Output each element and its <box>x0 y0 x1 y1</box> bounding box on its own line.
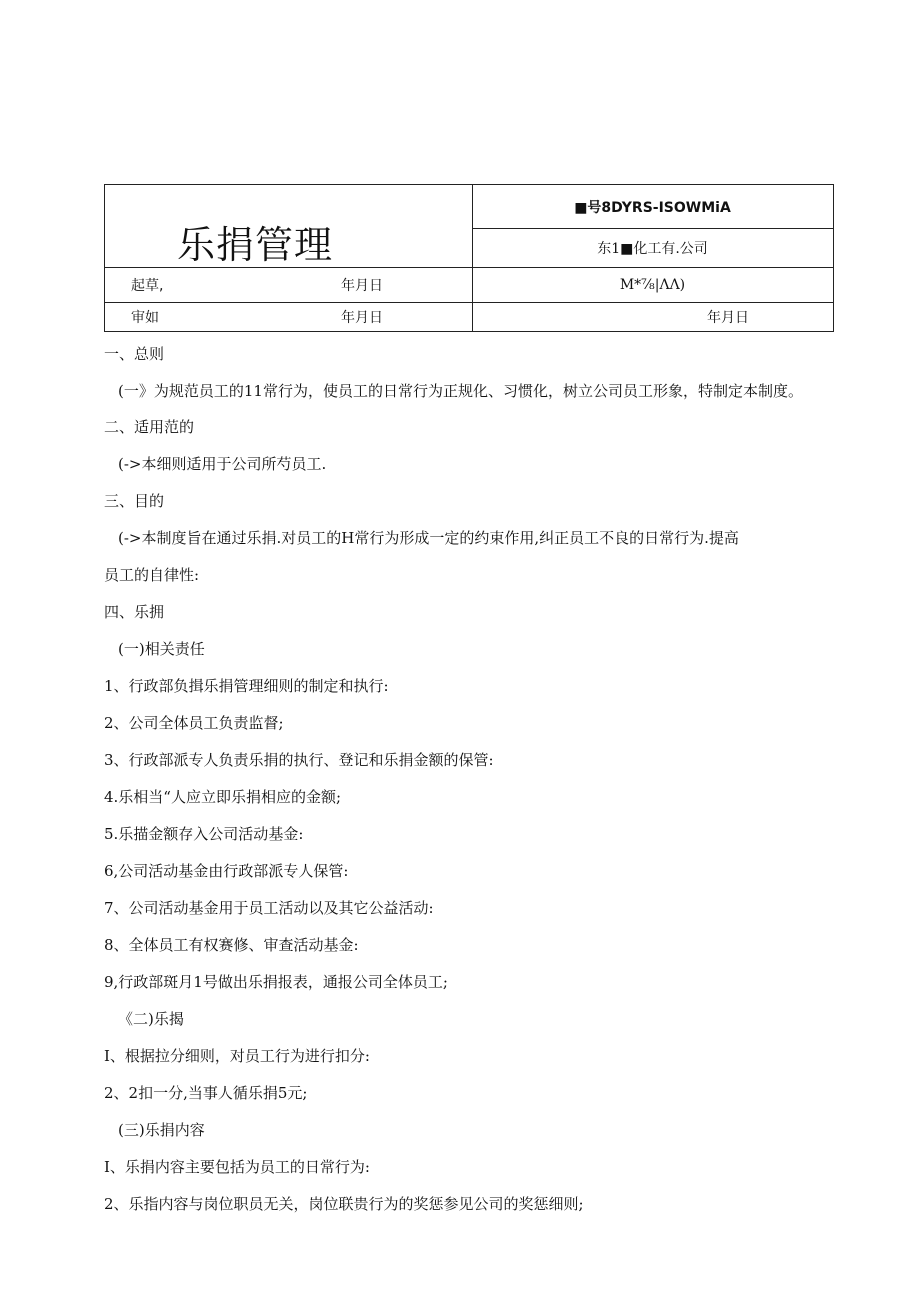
subsection-heading: (一)相关责任 <box>118 640 205 658</box>
list-item: I、根据拉分细则，对员工行为进行扣分: <box>104 1047 370 1065</box>
section-heading: 三、目的 <box>104 492 165 510</box>
approve-date: 年月日 <box>707 309 749 326</box>
subsection-heading: 《二)乐揭 <box>118 1010 184 1028</box>
list-item: 2、公司全体员工负责监督; <box>104 714 284 732</box>
list-item: 1、行政部负揖乐捐管理细则的制定和执行: <box>104 677 389 695</box>
list-item: 6,公司活动基金由行政部派专人保管: <box>104 862 349 880</box>
company-name: 东1■化工有.公司 <box>597 240 708 257</box>
section-heading: 一、总则 <box>104 345 165 363</box>
document-header-table <box>104 184 834 332</box>
paragraph-line: (一》为规范员工的11常行为，使员工的日常行为正规化、习惯化，树立公司员工形象，特制定本制度。 <box>118 382 803 400</box>
review-date: 年月日 <box>341 309 383 326</box>
version-code: M*⅞|ΛΛ) <box>619 276 686 293</box>
paragraph-line: 员工的自律性: <box>104 566 200 584</box>
list-item: I、乐捐内容主要包括为员工的日常行为: <box>104 1158 370 1176</box>
list-item: 7、公司活动基金用于员工活动以及其它公益活动: <box>104 899 434 917</box>
subsection-heading: (三)乐捐内容 <box>118 1121 205 1139</box>
document-title: 乐捐管理 <box>177 222 334 267</box>
list-item: 5.乐描金额存入公司活动基金: <box>104 825 304 843</box>
list-item: 8、全体员工有权赛修、审查活动基金: <box>104 936 359 954</box>
section-heading: 二、适用范的 <box>104 418 195 436</box>
draft-date: 年月日 <box>341 277 383 294</box>
document-code: ■号8DYRS-ISOWMiA <box>574 199 731 216</box>
review-label: 审如 <box>131 309 159 326</box>
list-item: 3、行政部派专人负责乐捐的执行、登记和乐捐金额的保管: <box>104 751 494 769</box>
section-heading: 四、乐拥 <box>104 603 165 621</box>
list-item: 4.乐相当“人应立即乐捐相应的金额; <box>104 788 342 806</box>
list-item: 2、乐指内容与岗位职员无关，岗位联贵行为的奖惩参见公司的奖惩细则; <box>104 1195 584 1213</box>
paragraph-line: (->本制度旨在通过乐捐.对员工的H常行为形成一定的约束作用,纠正员工不良的日常行为.提高 <box>118 529 739 547</box>
list-item: 2、2扣一分,当事人循乐捐5元; <box>104 1084 308 1102</box>
list-item: 9,行政部斑月1号做出乐捐报表，通报公司全体员工; <box>104 973 448 991</box>
paragraph-line: (->本细则适用于公司所芍员工. <box>118 455 327 473</box>
draft-label: 起草, <box>131 277 164 294</box>
